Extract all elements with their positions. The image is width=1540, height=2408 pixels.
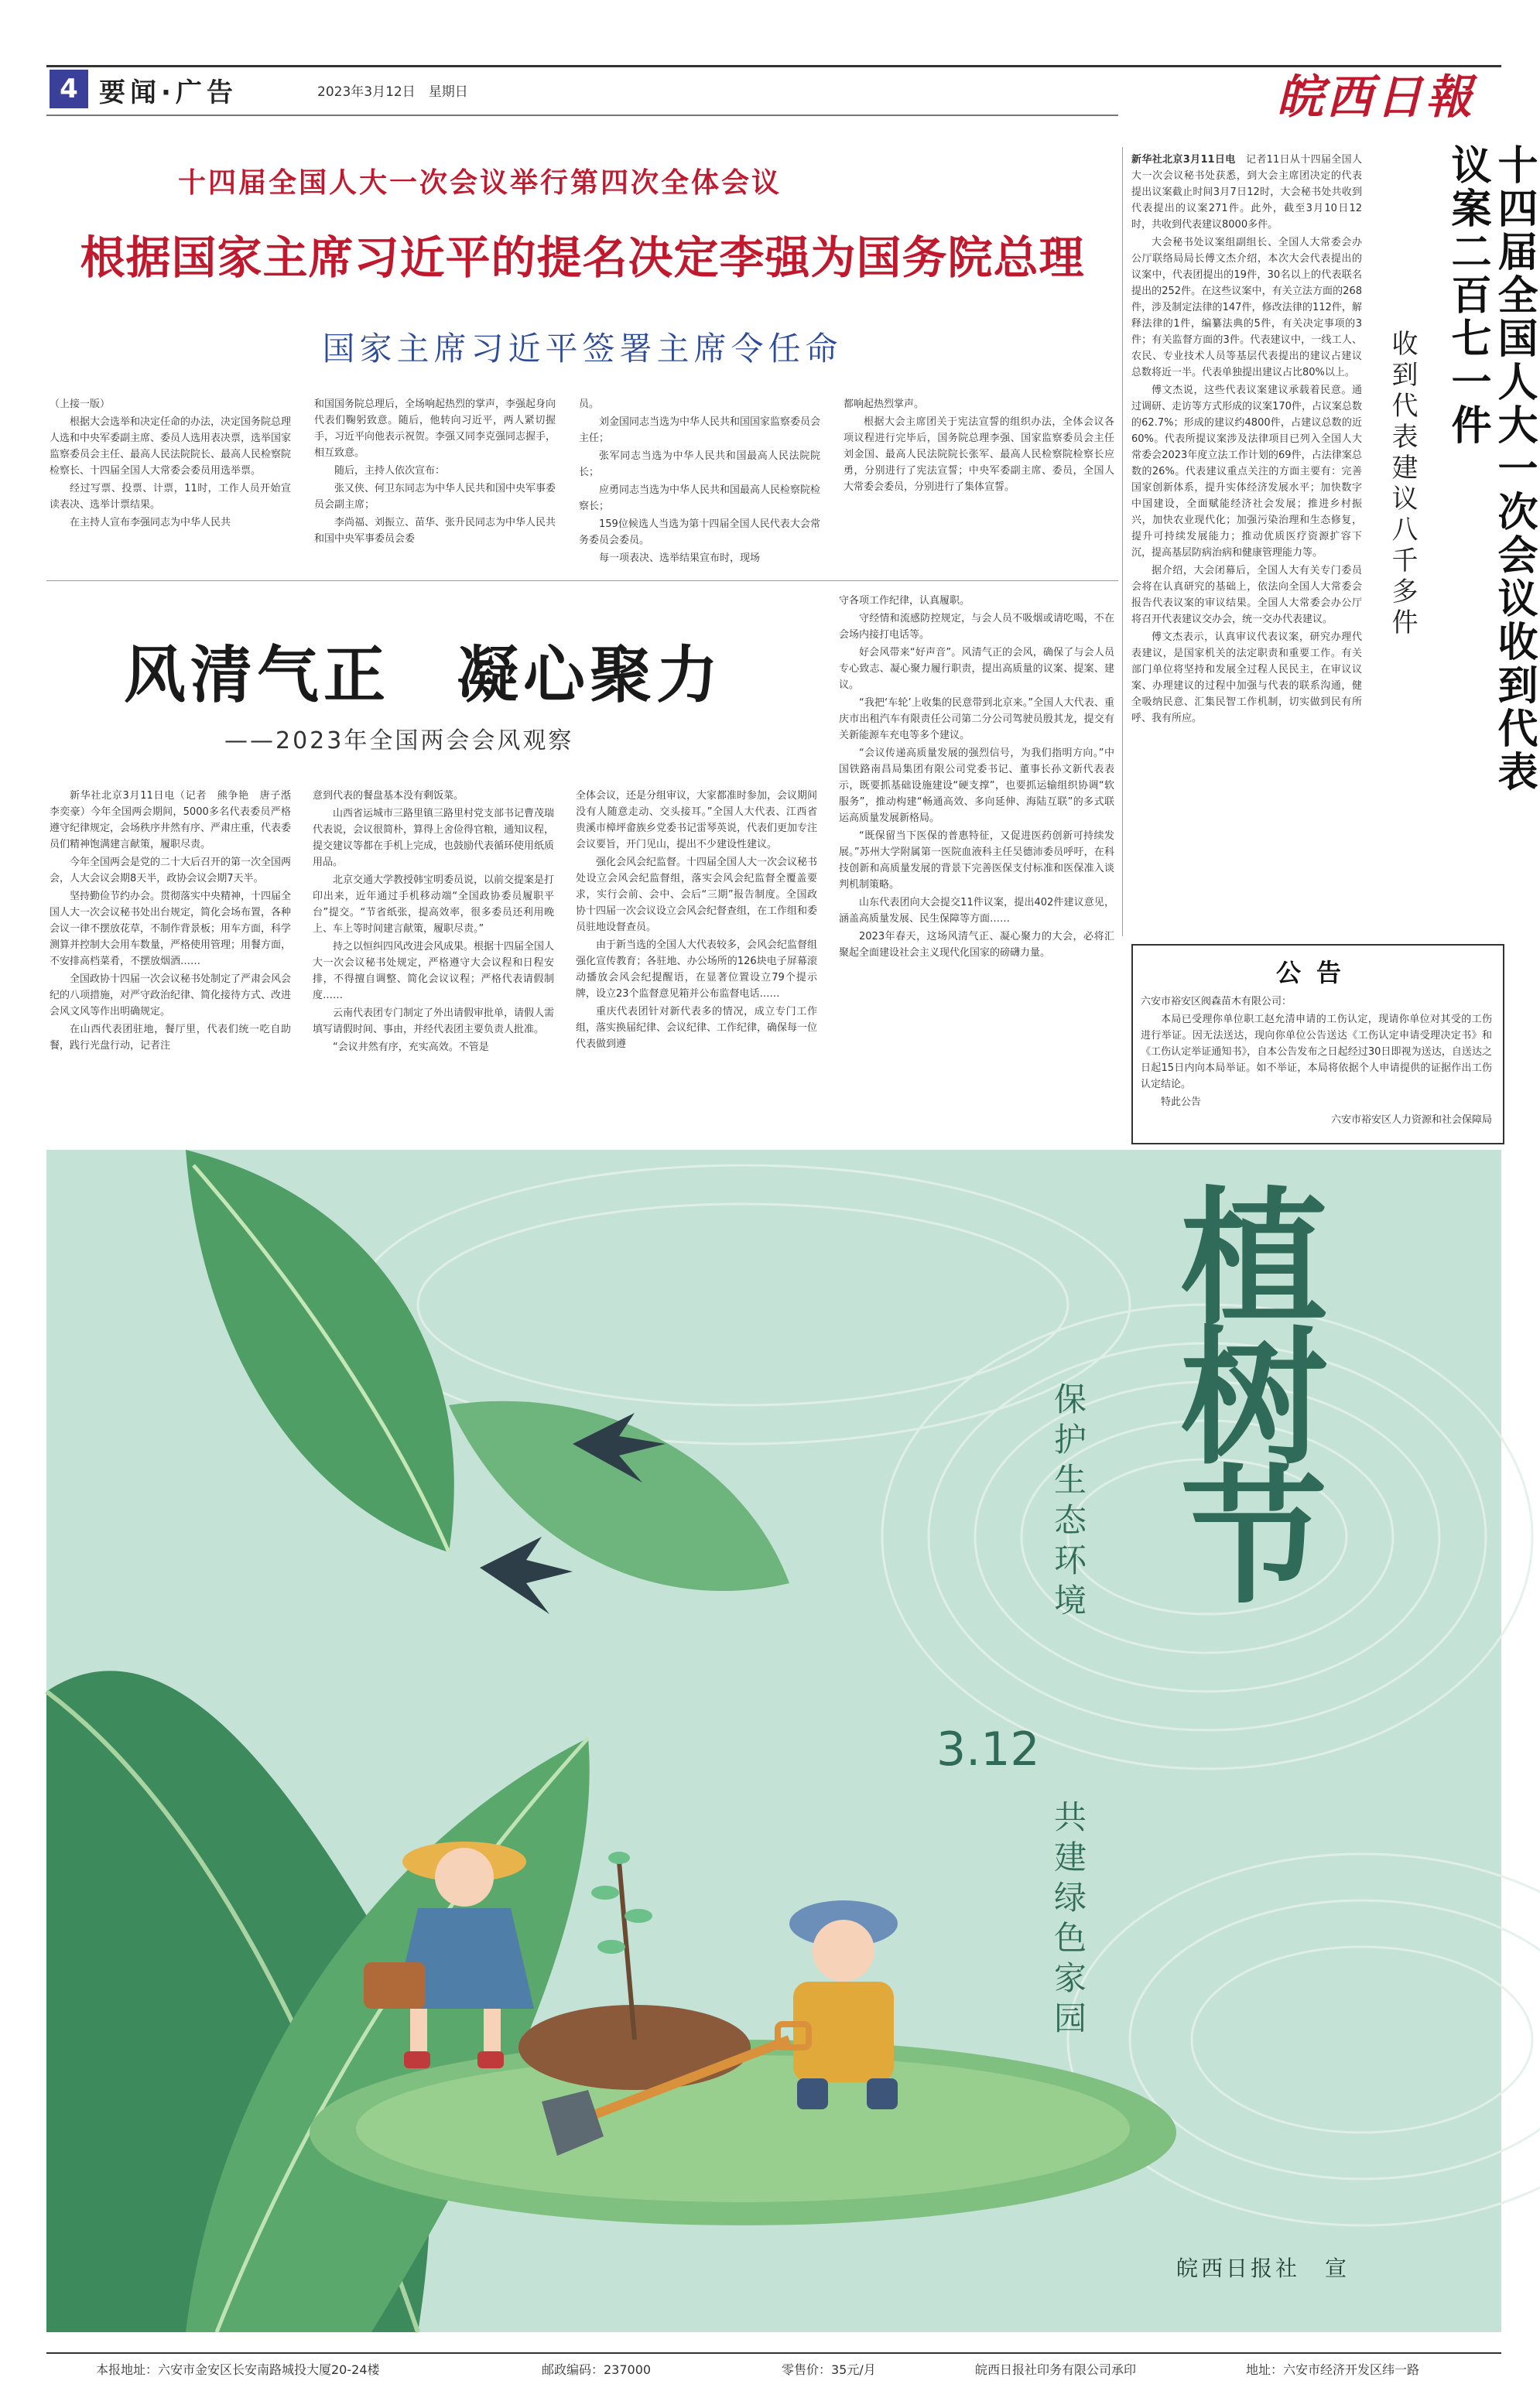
paragraph: 坚持勤俭节约办会。贯彻落实中央精神，十四届全国人大一次会议秘书处出台规定，简化会场布置，各种会议一律不摆放花草，不制作背景板；用车方面，科学测算并控制大会用车数量，严格使用管理；用餐方面，不安排高档菜肴，不摆放烟酒…… bbox=[50, 891, 292, 967]
issue-date: 2023年3月12日 星期日 bbox=[317, 84, 468, 100]
paragraph: 云南代表团专门制定了外出请假审批单，请假人需填写请假时间、事由，并经代表团主要负责人批准。 bbox=[313, 1007, 555, 1035]
paragraph: 和国国务院总理后，全场响起热烈的掌声，李强起身向代表们鞠躬致意。随后，他转向习近平，两人紧切握手，习近平向他表示祝贺。李强又同李克强同志握手，相互致意。 bbox=[314, 398, 556, 459]
paragraph: 山西省运城市三路里镇三路里村党支部书记曹茂瑞代表说，会议很简朴，算得上舍俭得官粮，通知议程，提交建议等都在手机上完成，也鼓励代表循环使用纸质用品。 bbox=[313, 808, 555, 868]
paragraph: 守经情和流感防控规定，与会人员不吸烟或请吃喝，不在会场内接打电话等。 bbox=[839, 613, 1114, 641]
ad-sponsor: 皖西日报社 宣 bbox=[1176, 2256, 1350, 2281]
paragraph: 全体会议，还是分组审议，大家都准时参加，会议期间没有人随意走动、交头接耳。”全国人大代表、江西省贵溪市樟坪畲族乡党委书记雷琴英说，代表们更加专注会议要旨，开门见山，提出不少建设性建议。 bbox=[576, 790, 818, 850]
ad-slogan-2: 共建绿色家园 bbox=[1049, 1800, 1087, 2041]
paragraph: 守各项工作纪律，认真履职。 bbox=[839, 595, 970, 607]
paragraph: 全国政协十四届一次会议秘书处制定了严肃会风会纪的八项措施，对严守政治纪律、简化接待方式、改进会风文风等作出明确规定。 bbox=[50, 973, 292, 1018]
paragraph: 北京交通大学教授韩宝明委员说，以前交提案是打印出来，近年通过手机移动端“全国政协委员履职平台”提交。“节省纸张，提高效率，很多委员还利用晚上、车上等时间建言献策，履职尽责。” bbox=[313, 874, 555, 935]
notice-signature: 六安市裕安区人力资源和社会保障局 bbox=[1330, 1114, 1492, 1126]
footer-rule bbox=[46, 2352, 1501, 2354]
paragraph: 159位候选人当选为第十四届全国人民代表大会常务委员会委员。 bbox=[579, 518, 820, 546]
paragraph: “会议井然有序，充实高效。不管是 bbox=[333, 1042, 489, 1053]
footer-address: 本报地址：六安市金安区长安南路城投大厦20-24楼 bbox=[96, 2362, 380, 2377]
main-column-4 bbox=[844, 396, 1114, 574]
ad-slogan-1: 保护生态环境 bbox=[1049, 1382, 1087, 1623]
paragraph: “我把‘车轮’上收集的民意带到北京来。”全国人大代表、重庆市出租汽车有限责任公司第二分公司驾驶员殷其龙，提交有关新能源车充电等多个建议。 bbox=[839, 697, 1114, 741]
page-number: 4 bbox=[50, 70, 88, 108]
paragraph-text: 记者11日从十四届全国人大一次会议秘书处获悉，到大会主席团决定的代表提出议案截止时间3月7日12时，大会秘书处共收到代表提出的议案271件。此外，截至3月10日12时，共收到代表建议8000多件。 bbox=[1131, 154, 1363, 231]
notice-body bbox=[1141, 994, 1492, 1137]
paragraph: 经过写票、投票、计票，11时，工作人员开始宣读表决、选举计票结果。 bbox=[50, 483, 291, 511]
main-subhead: 国家主席习近平签署主席令任命 bbox=[322, 330, 843, 368]
paragraph: 根据大会主席团关于宪法宣誓的组织办法，全体会议各项议程进行完毕后，国务院总理李强、国家监察委员会主任刘金国、最高人民法院院长张军、最高人民检察院检察长应勇，分别进行了宪法宣誓；中央军委副主席、委员，全国人大常委会委员，分别进行了集体宣誓。 bbox=[844, 416, 1114, 493]
footer-printer: 皖西日报社印务有限公司承印 bbox=[975, 2362, 1137, 2377]
main-headline: 根据国家主席习近平的提名决定李强为国务院总理 bbox=[80, 231, 1085, 284]
paragraph: 今年全国两会是党的二十大后召开的第一次全国两会，人大会议会期8天半，政协会议会期7天半。 bbox=[50, 857, 292, 884]
feature-subtitle: ——2023年全国两会会风观察 bbox=[224, 727, 574, 754]
leaf-shape bbox=[186, 1150, 454, 1552]
main-column-3 bbox=[579, 396, 820, 574]
section-title: 要闻·广告 bbox=[99, 77, 238, 108]
paragraph: 意到代表的餐盘基本没有剩饭菜。 bbox=[313, 790, 464, 802]
paragraph: （上接一版） bbox=[50, 398, 111, 410]
paragraph: “既保留当下医保的普惠特征，又促进医药创新可持续发展。”苏州大学附属第一医院血液科主任吴德沛委员呼吁，在科技创新和高质量发展的背景下完善医保支付标准和医保准入谈判机制策略。 bbox=[839, 830, 1114, 891]
paragraph: 都响起热烈掌声。 bbox=[844, 398, 925, 410]
arbor-day-ad bbox=[46, 1150, 1501, 2332]
paragraph: 张军同志当选为中华人民共和国最高人民法院院长； bbox=[579, 450, 820, 478]
header-divider bbox=[46, 115, 1118, 116]
feature-column-3 bbox=[576, 788, 817, 1128]
paragraph: 由于新当选的全国人大代表较多，会风会纪监督组强化宣传教育；各驻地、办公场所的126块电子屏幕滚动播放会风会纪提醒语，在显著位置设立79个提示牌，设立23个监督意见箱并公布监督电话…… bbox=[576, 939, 818, 1000]
paragraph: 强化会风会纪监督。十四届全国人大一次会议秘书处设立会风会纪监督组，落实会风会纪监督全覆盖要求，实行会前、会中、会后“三期”报告制度。全国政协十四届一次会议设立会风会纪督查组，在工作组和委员驻地设督查员。 bbox=[576, 857, 818, 933]
paragraph: 应勇同志当选为中华人民共和国最高人民检察院检察长； bbox=[579, 484, 821, 512]
paragraph: 员。 bbox=[579, 398, 600, 410]
ad-calligraphy: 植树节 bbox=[1156, 1181, 1329, 1599]
masthead-logo: 皖西日報 bbox=[1277, 70, 1475, 125]
paragraph: 张又侠、何卫东同志为中华人民共和国中央军事委员会副主席； bbox=[314, 483, 556, 511]
footer-postcode: 邮政编码：237000 bbox=[542, 2362, 652, 2377]
paragraph: 据介绍，大会闭幕后，全国人大有关专门委员会将在认真研究的基础上，依法向全国人大常委会报告代表议案的审议结果。全国人大常委会办公厅将召开代表建议交办会，统一交办代表建议。 bbox=[1131, 565, 1362, 625]
paragraph: 在山西代表团驻地，餐厅里，代表们统一吃自助餐，践行光盘行动，记者注 bbox=[50, 1024, 291, 1052]
side-story-body bbox=[1131, 152, 1362, 935]
paragraph: 山东代表团向大会提交11件议案，提出402件建议意见，涵盖高质量发展、民生保障等方面…… bbox=[839, 897, 1114, 925]
paragraph: 根据大会选举和决定任命的办法，决定国务院总理人选和中央军委副主席、委员人选用表决票，选举国家监察委员会主任、最高人民法院院长、最高人民检察院检察长、十四届全国人大常委会委员用选举票。 bbox=[50, 416, 292, 477]
notice-closing: 特此公告 bbox=[1161, 1096, 1202, 1108]
notice-recipient: 六安市裕安区阀森苗木有限公司： bbox=[1141, 996, 1292, 1007]
boy-figure bbox=[789, 1900, 898, 2109]
column-divider bbox=[1122, 147, 1123, 936]
feature-column-1 bbox=[50, 788, 302, 1128]
footer-price: 零售价：35元/月 bbox=[782, 2362, 876, 2377]
paragraph: 刘金国同志当选为中华人民共和国国家监察委员会主任； bbox=[579, 416, 821, 444]
paragraph: 李尚福、刘振立、苗华、张升民同志为中华人民共和国中央军事委员会委 bbox=[314, 517, 556, 545]
notice-title: 公告 bbox=[1275, 958, 1357, 987]
main-kicker: 十四届全国人大一次会议举行第四次全体会议 bbox=[178, 166, 782, 199]
side-dateline: 新华社北京3月11日电 bbox=[1131, 154, 1236, 166]
paragraph: 重庆代表团针对新代表多的情况，成立专门工作组，落实换届纪律、会议纪律、工作纪律，确保每一位代表做到遵 bbox=[576, 1006, 818, 1050]
paragraph: 新华社北京3月11日电（记者 熊争艳 唐子湉 李奕豪）今年全国两会期间，5000多名代表委员严格遵守纪律规定，会场秩序井然有序、严肃庄重，代表委员们精神饱满建言献策，履职尽责。 bbox=[50, 790, 302, 850]
paragraph: 随后，主持人依次宣布： bbox=[334, 465, 446, 477]
side-headline: 十四届全国人大一次会议收到代表议案二百七一件 bbox=[1444, 144, 1537, 794]
paragraph: 大会秘书处议案组副组长、全国人大常委会办公厅联络局局长傅文杰介绍，本次大会代表提出的议案中，代表团提出的19件，30名以上的代表联名提出的252件。在这些议案中，有关立法方面的268件，涉及制定法律的147件，修改法律的112件，解释法律的1件，编纂法典的5件，有关决定事项的3件；有关监督方面的3件。代表建议中，一线工人、农民、专业技术人员等基层代表提出的建议占建议总数将近一半。代表单独提出建议占比80%以上。 bbox=[1131, 237, 1362, 378]
paragraph: 在主持人宣布李强同志为中华人民共 bbox=[70, 517, 231, 528]
main-column-1 bbox=[50, 396, 291, 574]
watering-can bbox=[364, 1962, 426, 2009]
paragraph: 傅文杰说，这些代表议案建议承载着民意。通过调研、走访等方式形成的议案170件，占议案总数的62.7%；形成的建议约4800件，占建议总数的近60%。代表所提议案涉及法律项目已列入全国人大常委会2023年度立法工作计划的69件，占法律案总数的26%。代表建议重点关注的方面主要有：完善国家创新体系，提升实体经济发展水平；加快数字中国建设，全面赋能经济社会发展；推进乡村振兴，加快农业现代化；加强污染治理和生态修复，提升可持续发展能力；推动优质医疗资源扩容下沉，提高基层防病治病和健康管理能力等。 bbox=[1131, 385, 1362, 559]
feature-column-4 bbox=[839, 593, 1114, 1128]
paragraph: “会议传递高质量发展的强烈信号，为我们指明方向。”中国铁路南昌局集团有限公司党委书记、董事长孙文新代表表示，既要抓基础设施建设“硬支撑”，也要抓运输组织协调“软服务”，推动构建“畅通高效、多向延伸、海陆互联”的多式联运高质量发展新格局。 bbox=[839, 747, 1114, 824]
section-divider bbox=[46, 580, 1118, 581]
paragraph: 2023年春天，这场风清气正、凝心聚力的大会，必将汇聚起全面建设社会主义现代化国家的磅礴力量。 bbox=[839, 931, 1114, 959]
paragraph bbox=[1131, 152, 1362, 233]
paragraph: 持之以恒纠四风改进会风成果。根据十四届全国人大一次会议秘书处规定，严格遵守大会议程和日程安排，不得擅自调整、简化会议议程；严格代表请假制度…… bbox=[313, 941, 555, 1001]
paragraph: 傅文杰表示，认真审议代表议案，研究办理代表建议，是国家机关的法定职责和重要工作。有关部门单位将坚持和发展全过程人民民主，在审议议案、办理建议的过程中加强与代表的联系沟通，健全吸纳民意、汇集民智工作机制，切实做到民有所呼、我有所应。 bbox=[1131, 631, 1362, 724]
feature-column-2 bbox=[313, 788, 554, 1128]
side-subhead: 收到代表建议八千多件 bbox=[1387, 330, 1418, 639]
paragraph: 好会风带来“好声音”。风清气正的会风，确保了与会人员专心致志、凝心聚力履行职责，提出高质量的议案、提案、建议。 bbox=[839, 647, 1114, 691]
main-column-2 bbox=[314, 396, 556, 574]
feature-title: 风清气正 凝心聚力 bbox=[124, 638, 723, 711]
notice-text: 本局已受理你单位职工赵允清申请的工伤认定，现请你单位对其受的工伤进行举证。因无法送达，现向你单位公告送达《工伤认定申请受理决定书》和《工伤认定举证通知书》，自本公告发布之日起经过30日即视为送达，自送达之日起15日内向本局举证。如不举证，本局将依据个人申请提供的证据作出工伤认定结论。 bbox=[1141, 1014, 1492, 1090]
paragraph: 每一项表决、选举结果宣布时，现场 bbox=[599, 552, 761, 564]
footer-print-address: 地址：六安市经济开发区纬一路 bbox=[1246, 2362, 1420, 2377]
ad-date: 3.12 bbox=[936, 1722, 1040, 1777]
